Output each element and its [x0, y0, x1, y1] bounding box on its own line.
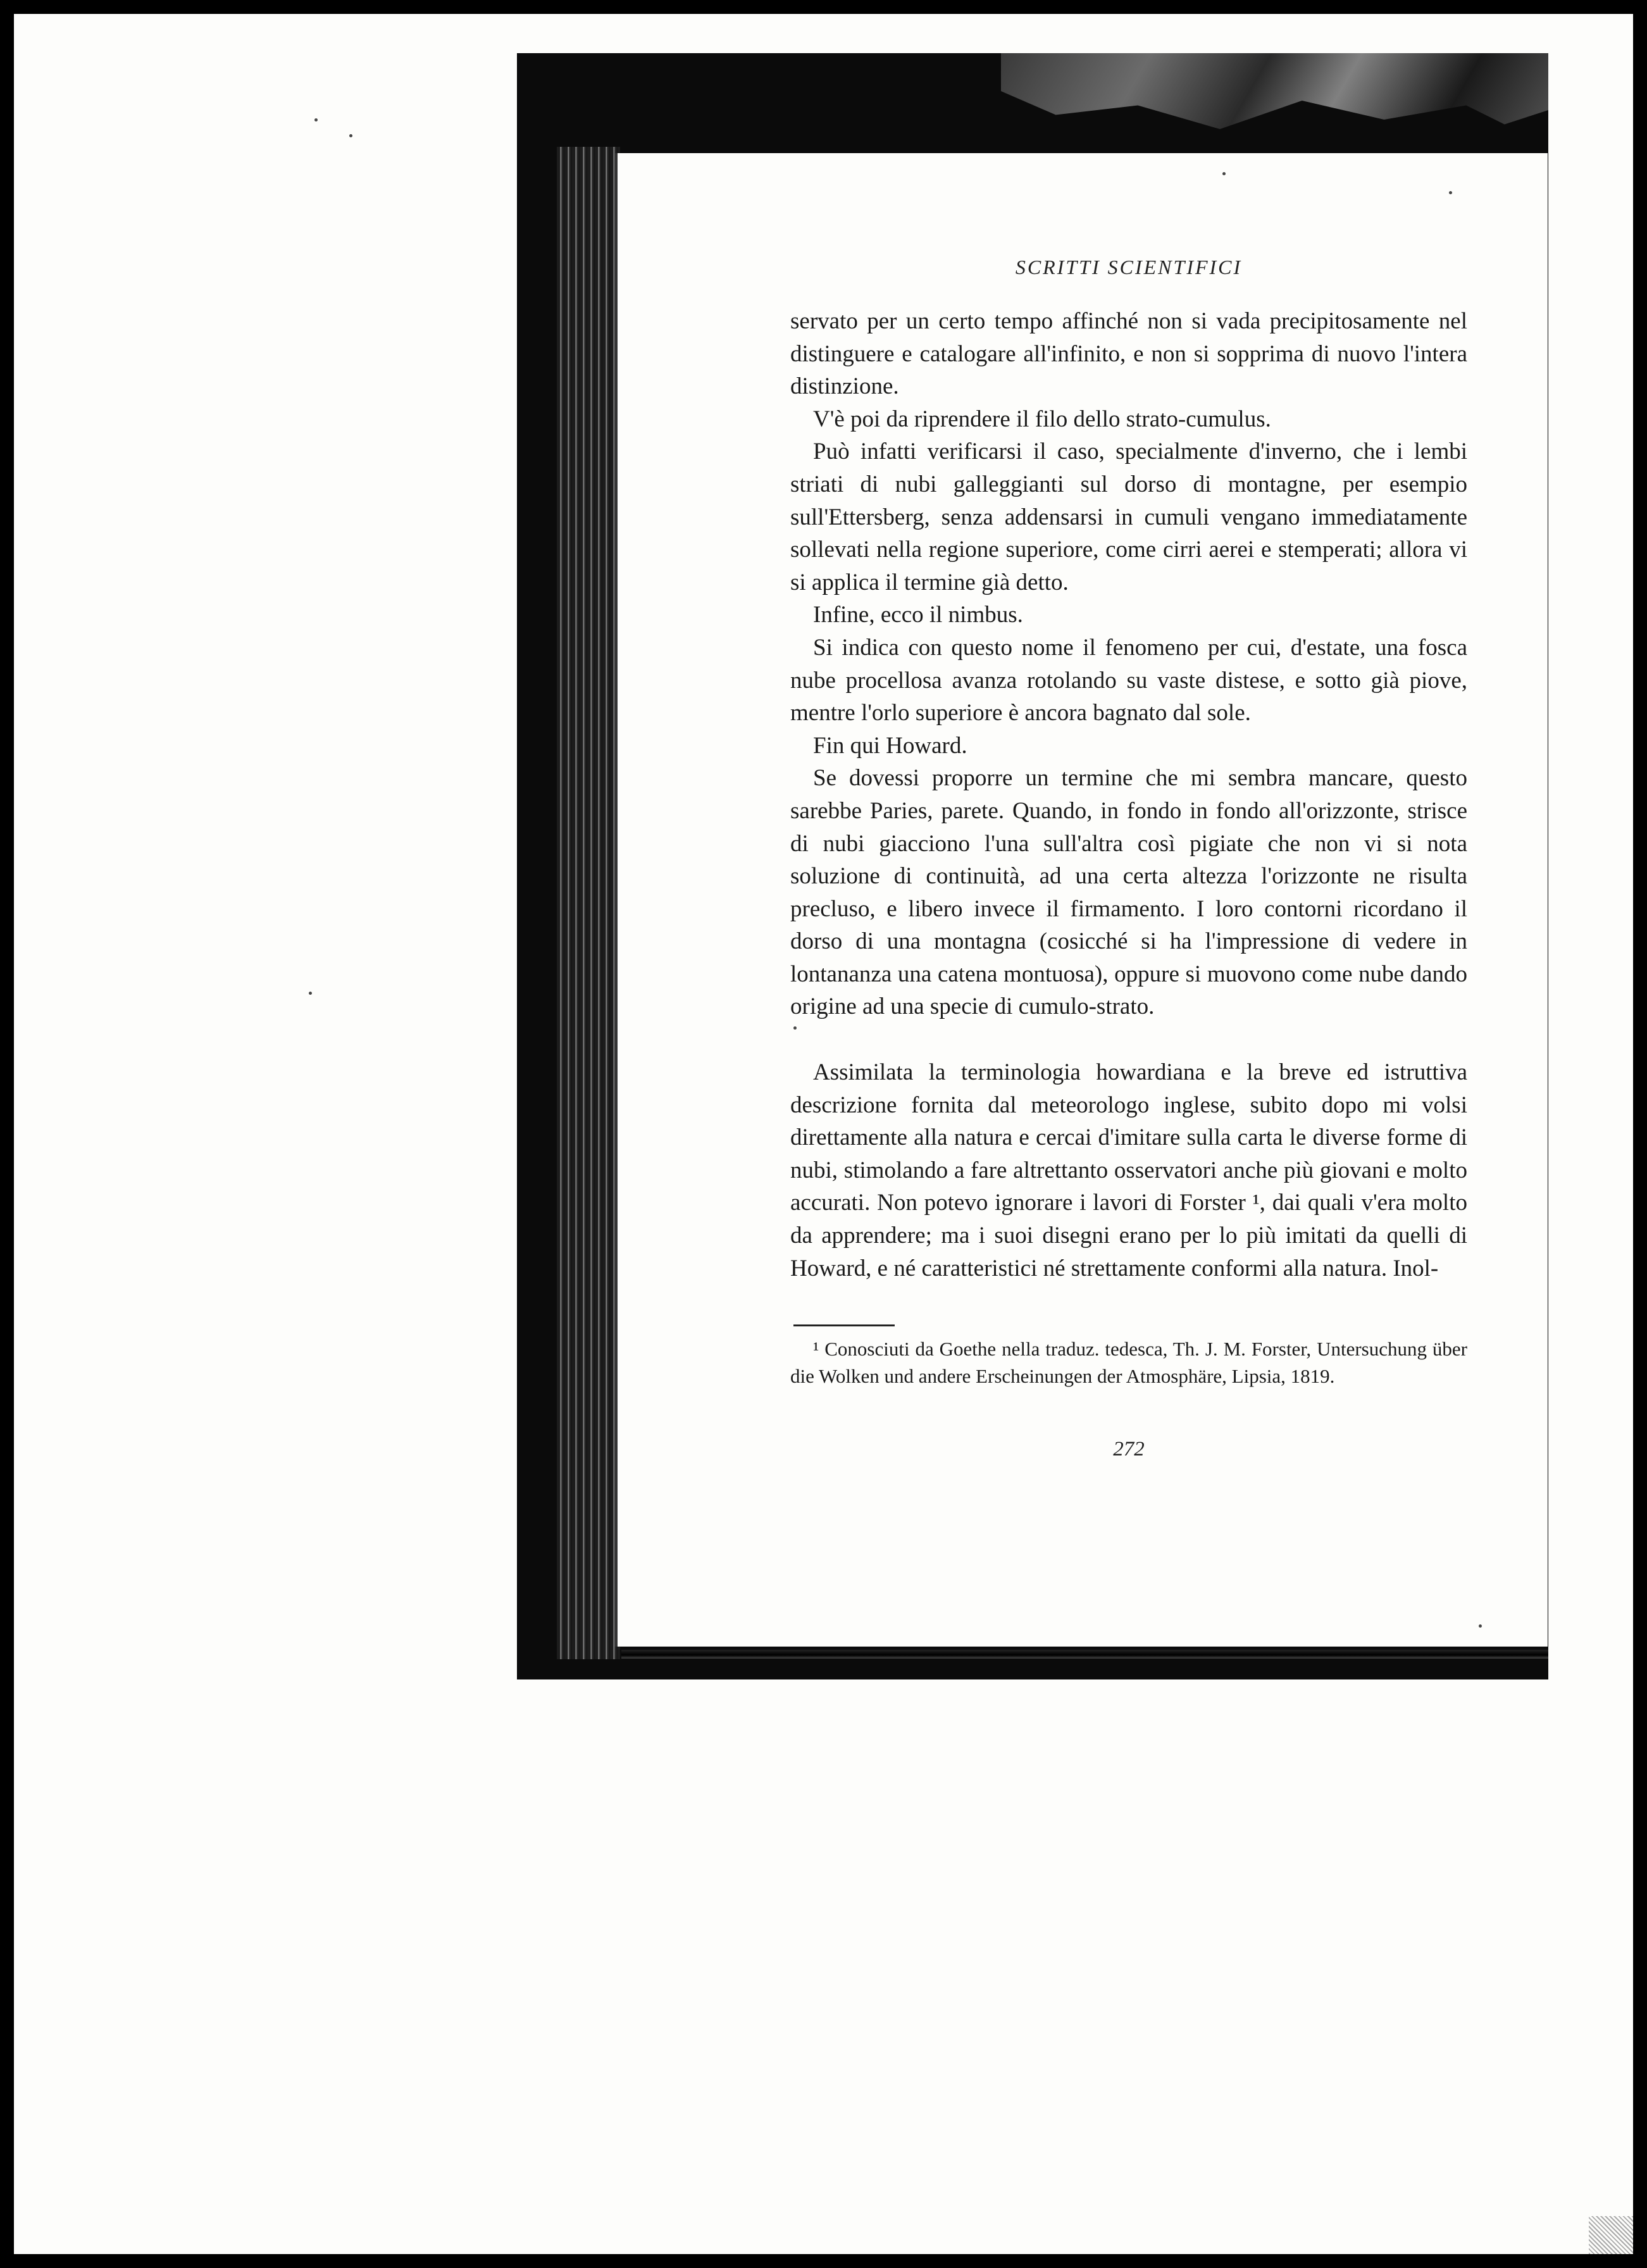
running-head: SCRITTI SCIENTIFICI	[1015, 256, 1243, 278]
paragraph: Se dovessi proporre un termine che mi sembra mancare, questo sarebbe Paries, parete. Quando, in fondo in fondo all'orizzonte, strisce di nubi giacciono l'una sull'altra così pigiate che non vi si nota soluzione di continuità, ad una certa altezza l'orizzonte ne risulta precluso, e libero invece il firmamento. I loro contorni ricordano il dorso di una montagna (cosicché si ha l'impressione di vedere in lontananza una catena montuosa), oppure si muovono come nube dando origine ad una specie di cumulo-strato.	[790, 765, 1467, 1020]
dust-speck	[793, 1026, 797, 1030]
dust-speck	[1222, 172, 1226, 175]
page-edges	[557, 147, 620, 1659]
paragraph: Assimilata la terminologia howardiana e la breve ed istruttiva descrizione fornita dal meteorologo inglese, subito dopo mi volsi direttamente alla natura e cercai d'imitare sulla carta le diverse forme di nubi, stimolando a fare altrettanto osservatori anche più giovani e molto accurati. Non potevo ignorare i lavori di Forster ¹, dai quali v'era molto da apprendere; ma i suoi disegni erano per lo più imitati da quelli di Howard, e né caratteristici né strettamente conformi alla natura. Inol-	[790, 1059, 1467, 1281]
dust-speck	[1449, 191, 1452, 194]
paragraph: Fin qui Howard.	[813, 732, 967, 759]
page-number: 272	[1113, 1438, 1145, 1461]
paragraph: Si indica con questo nome il fenomeno per cui, d'estate, una fosca nube procellosa avanza rotolando su vaste distese, e sotto già piove, mentre l'orlo superiore è ancora bagnato dal sole.	[790, 634, 1467, 726]
dust-speck	[1479, 1624, 1482, 1628]
dust-speck	[314, 118, 318, 122]
scan-noise	[1589, 2216, 1633, 2254]
paragraph: Infine, ecco il nimbus.	[813, 602, 1023, 628]
paragraph: V'è poi da riprendere il filo dello strato-cumulus.	[813, 406, 1271, 432]
page-bottom-edge	[621, 1650, 1548, 1659]
scan-sheet	[14, 14, 1633, 2254]
footnote-rule	[793, 1324, 895, 1326]
paragraph: servato per un certo tempo affinché non si vada precipitosamente nel distinguere e catalogare all'infinito, e non si sopprima di nuovo l'intera distinzione.	[790, 308, 1467, 400]
dust-speck	[349, 134, 352, 137]
footnote: ¹ Conosciuti da Goethe nella traduz. tedesca, Th. J. M. Forster, Untersuchung über die Wolken und andere Erscheinungen der Atmosphäre, Lipsia, 1819.	[790, 1338, 1467, 1387]
body-text	[790, 305, 1467, 1285]
dust-speck	[309, 992, 312, 995]
paragraph: Può infatti verificarsi il caso, specialmente d'inverno, che i lembi striati di nubi galleggianti sul dorso di montagne, per esempio sull'Ettersberg, senza addensarsi in cumuli vengano immediatamente sollevati nella regione superiore, come cirri aerei e stemperati; allora vi si applica il termine già detto.	[790, 439, 1467, 595]
